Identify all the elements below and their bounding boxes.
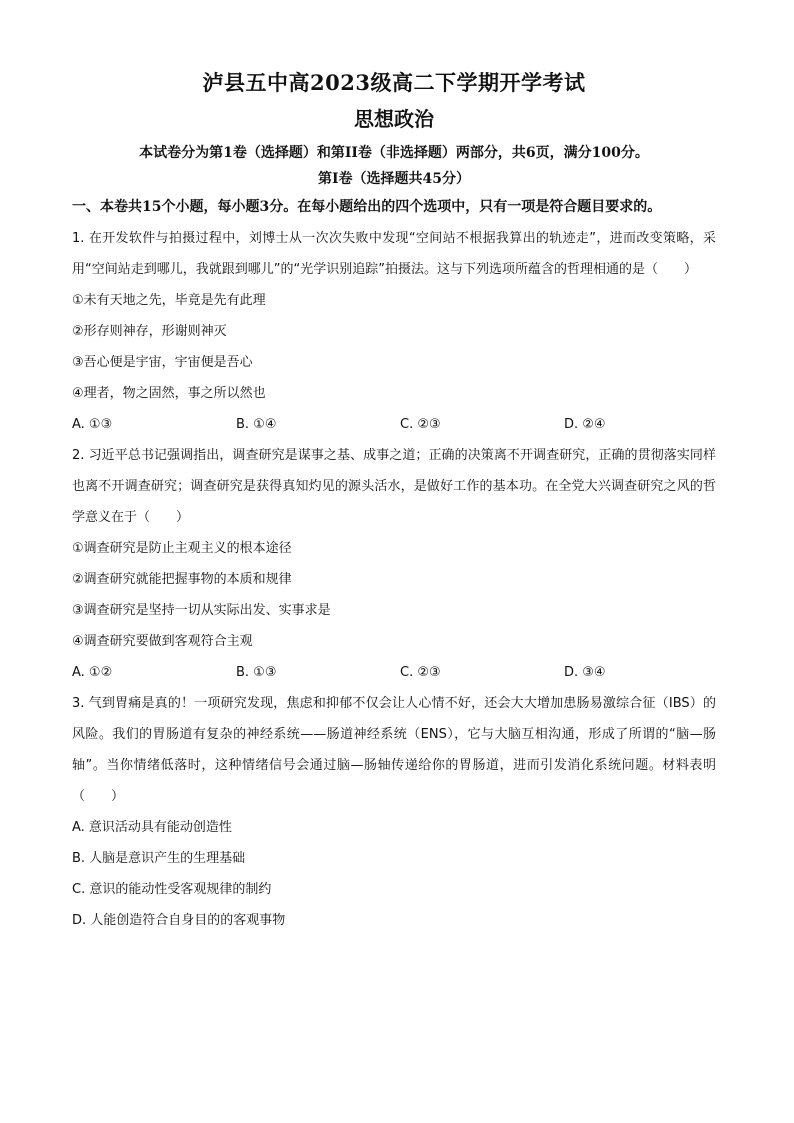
- question-3: [72, 688, 716, 936]
- option-c: C. ②③: [400, 417, 441, 432]
- statement: ④调查研究要做到客观符合主观: [72, 634, 253, 649]
- answer-options: [72, 657, 716, 688]
- question-1: [72, 223, 716, 440]
- question-stem: 1. 在开发软件与拍摄过程中，刘博士从一次次失败中发现“空间站不根据我算出的轨迹走”，进而改变策略，采用“空间站走到哪儿，我就跟到哪儿”的“光学识别追踪”拍摄法。这与下列选项所蕴含的哲理相通的是（ ）: [72, 231, 716, 277]
- answer-options: [72, 409, 716, 440]
- question-2: [72, 440, 716, 688]
- statement: ②调查研究就能把握事物的本质和规律: [72, 572, 292, 587]
- option-d: D. ③④: [564, 665, 606, 680]
- option-b: B. ①④: [236, 417, 277, 432]
- option-c: C. ②③: [400, 665, 441, 680]
- option-d: D. ②④: [564, 417, 606, 432]
- option-a: A. ①②: [72, 665, 113, 680]
- option-d: D. 人能创造符合自身目的的客观事物: [72, 913, 286, 928]
- question-stem: 2. 习近平总书记强调指出，调查研究是谋事之基、成事之道；正确的决策离不开调查研究，正确的贯彻落实同样也离不开调查研究；调查研究是获得真知灼见的源头活水，是做好工作的基本功。在全党大兴调查研究之风的哲学意义在于（ ）: [72, 448, 716, 525]
- option-a: A. ①③: [72, 417, 113, 432]
- exam-title: 泸县五中高2023级高二下学期开学考试: [202, 70, 586, 95]
- statement: ①未有天地之先，毕竟是先有此理: [72, 293, 266, 308]
- option-b: B. ①③: [236, 665, 277, 680]
- statement: ①调查研究是防止主观主义的根本途径: [72, 541, 292, 556]
- exam-intro: 本试卷分为第1卷（选择题）和第II卷（非选择题）两部分，共6页，满分100分。: [139, 145, 649, 161]
- option-b: B. 人脑是意识产生的生理基础: [72, 851, 246, 866]
- option-a: A. 意识活动具有能动创造性: [72, 820, 232, 835]
- section-heading: 一、本卷共15个小题，每小题3分。在每小题给出的四个选项中，只有一项是符合题目要求的。: [72, 199, 662, 215]
- question-stem: 3. 气到胃痛是真的！一项研究发现，焦虑和抑郁不仅会让人心情不好，还会大大增加患肠易激综合征（IBS）的风险。我们的胃肠道有复杂的神经系统——肠道神经系统（ENS），它与大脑互相沟通，形成了所谓的“脑—肠轴”。当你情绪低落时，这种情绪信号会通过脑—肠轴传递给你的胃肠道，进而引发消化系统问题。材料表明（ ）: [72, 696, 716, 804]
- statement: ③吾心便是宇宙，宇宙便是吾心: [72, 355, 253, 370]
- statement: ②形存则神存，形谢则神灭: [72, 324, 227, 339]
- statement: ③调查研究是坚持一切从实际出发、实事求是: [72, 603, 331, 618]
- option-c: C. 意识的能动性受客观规律的制约: [72, 882, 272, 897]
- exam-subject: 思想政治: [354, 107, 434, 131]
- part-one-title: 第Ⅰ卷（选择题共45分）: [317, 171, 471, 187]
- statement: ④理者，物之固然，事之所以然也: [72, 386, 266, 401]
